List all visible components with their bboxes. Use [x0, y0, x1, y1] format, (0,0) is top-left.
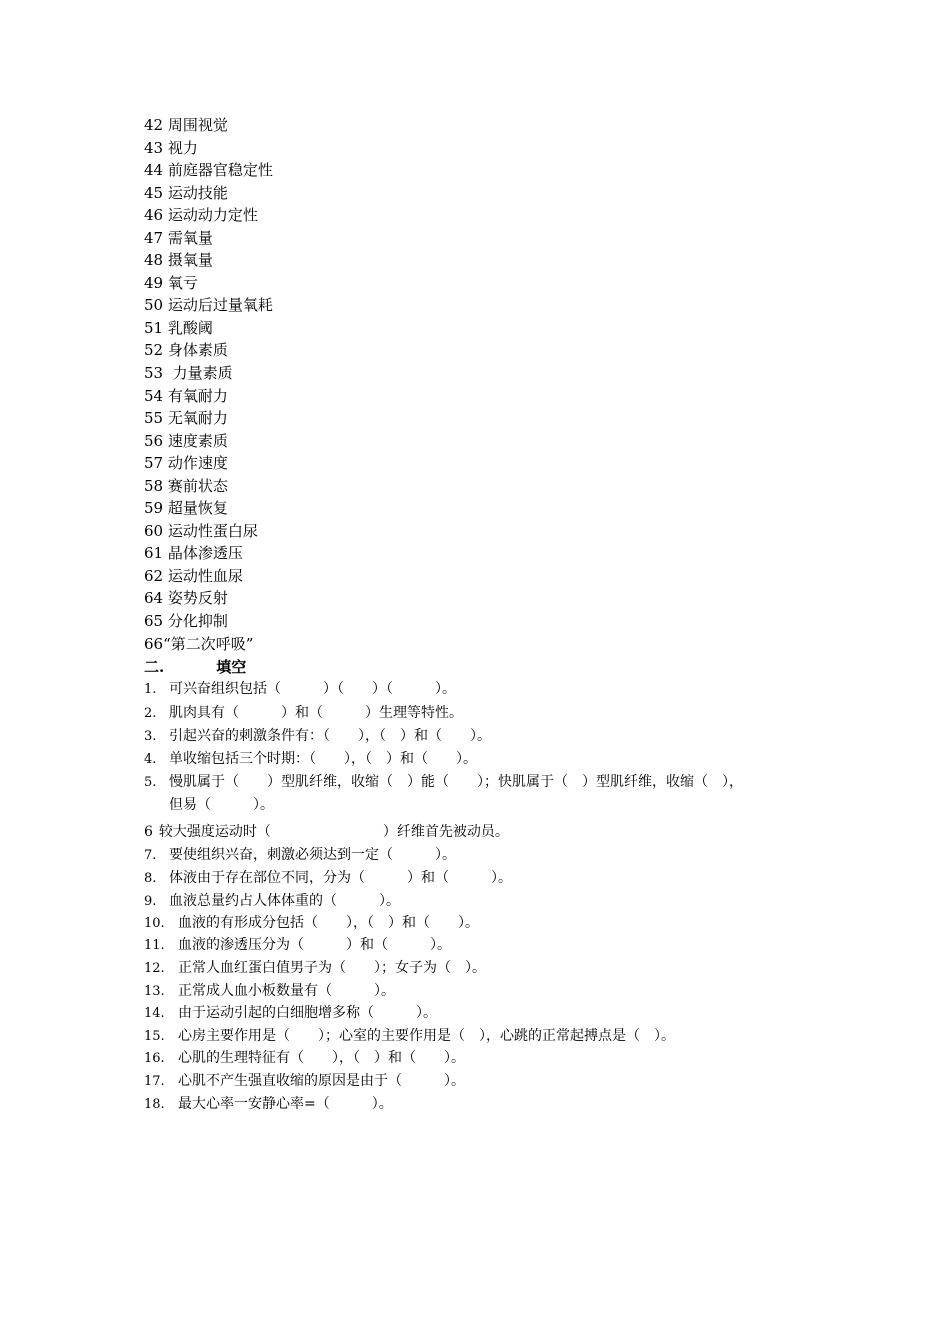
term-item: 54 有氧耐力	[144, 386, 228, 405]
question-text: 血液的有形成分包括（ ），（ ）和（ ）。	[178, 915, 479, 931]
question-item	[144, 1093, 393, 1116]
section-title: 填空	[216, 658, 247, 676]
question-number: 11.	[144, 938, 165, 953]
question-item	[144, 678, 456, 701]
question-text: 慢肌属于（ ）型肌纤维，收缩（ ）能（ ）；快肌属于（ ）型肌纤维，收缩（ ），	[169, 774, 743, 790]
question-item	[144, 934, 451, 957]
term-item: 66“第二次呼吸”	[144, 634, 254, 653]
term-item: 65 分化抑制	[144, 612, 228, 631]
question-item	[144, 912, 479, 935]
question-text-continued: 但易（ ）。	[169, 797, 274, 813]
question-text: 由于运动引起的白细胞增多称（ ）。	[178, 1005, 437, 1021]
question-item	[144, 702, 463, 725]
question-text: 单收缩包括三个时期：（ ），（ ）和（ ）。	[169, 751, 477, 767]
question-text: 正常人血红蛋白值男子为（ ）；女子为（ ）。	[178, 960, 486, 976]
question-number: 1.	[144, 682, 157, 697]
term-list	[144, 114, 273, 655]
question-item	[144, 1025, 675, 1048]
term-item: 50 运动后过量氧耗	[144, 296, 273, 315]
question-item	[144, 748, 477, 771]
term-item: 42 周围视觉	[144, 116, 228, 134]
question-number: 15.	[144, 1029, 165, 1044]
question-number: 2.	[144, 706, 157, 721]
question-number: 3.	[144, 729, 157, 744]
term-item: 47 需氧量	[144, 228, 213, 247]
term-item: 51 乳酸阈	[144, 318, 213, 337]
term-item: 46 运动动力定性	[144, 206, 258, 225]
term-item: 48 摄氧量	[144, 251, 213, 270]
question-text: 正常成人血小板数量有（ ）。	[178, 983, 395, 999]
question-number: 6	[144, 824, 153, 840]
term-item: 62 运动性血尿	[144, 566, 243, 585]
term-item: 64 姿势反射	[144, 589, 228, 608]
question-text: 要使组织兴奋，刺激必须达到一定（ ）。	[169, 847, 456, 863]
question-number: 7.	[144, 848, 157, 863]
question-number: 17.	[144, 1074, 165, 1089]
question-number: 18.	[144, 1097, 165, 1112]
question-item	[144, 821, 509, 843]
question-number: 13.	[144, 984, 165, 999]
question-number: 12.	[144, 961, 165, 976]
term-item: 43 视力	[144, 138, 198, 157]
term-item: 58 赛前状态	[144, 476, 228, 495]
term-item: 44 前庭器官稳定性	[144, 161, 273, 180]
question-item	[144, 867, 512, 890]
question-text: 心房主要作用是（ ）；心室的主要作用是（ ），心跳的正常起搏点是（ ）。	[178, 1028, 675, 1044]
question-item	[144, 1070, 465, 1093]
question-text: 心肌的生理特征有（ ），（ ）和（ ）。	[178, 1050, 465, 1066]
question-number: 5.	[144, 775, 157, 790]
question-text: 引起兴奋的刺激条件有：（ ），（ ）和（ ）。	[169, 728, 491, 744]
question-number: 10.	[144, 916, 165, 931]
question-item	[144, 980, 395, 1003]
term-item: 57 动作速度	[144, 454, 228, 473]
question-item	[144, 1002, 437, 1025]
question-text: 心肌不产生强直收缩的原因是由于（ ）。	[178, 1073, 465, 1089]
term-item: 59 超量恢复	[144, 499, 228, 518]
term-item: 60 运动性蛋白尿	[144, 521, 258, 540]
term-item: 52 身体素质	[144, 341, 228, 360]
question-item	[144, 844, 456, 867]
term-item: 56 速度素质	[144, 431, 228, 450]
term-item: 61 晶体渗透压	[144, 544, 243, 563]
term-item: 49 氧亏	[144, 273, 198, 292]
question-number: 16.	[144, 1051, 165, 1066]
question-item	[144, 890, 400, 913]
question-text: 体液由于存在部位不同，分为（ ）和（ ）。	[169, 870, 512, 886]
question-item	[144, 771, 824, 816]
question-text: 肌肉具有（ ）和（ ）生理等特性。	[169, 705, 463, 721]
question-number: 4.	[144, 752, 157, 767]
question-text: 最大心率一安静心率=（ ）。	[178, 1096, 393, 1112]
question-text: 可兴奋组织包括（ ）（ ）（ ）。	[169, 681, 456, 697]
question-number: 14.	[144, 1006, 165, 1021]
question-text: 血液总量约占人体体重的（ ）。	[169, 893, 400, 909]
question-item	[144, 957, 486, 980]
question-text: 较大强度运动时（ ）纤维首先被动员。	[158, 824, 509, 840]
question-number: 9.	[144, 894, 157, 909]
section-number: 二.	[144, 658, 165, 676]
question-text: 血液的渗透压分为（ ）和（ ）。	[178, 937, 451, 953]
term-item: 55 无氧耐力	[144, 409, 228, 428]
question-item	[144, 725, 491, 748]
term-item: 53 力量素质	[144, 364, 233, 383]
question-item	[144, 1047, 465, 1070]
term-item: 45 运动技能	[144, 183, 228, 202]
question-number: 8.	[144, 871, 157, 886]
section-heading	[144, 656, 246, 678]
